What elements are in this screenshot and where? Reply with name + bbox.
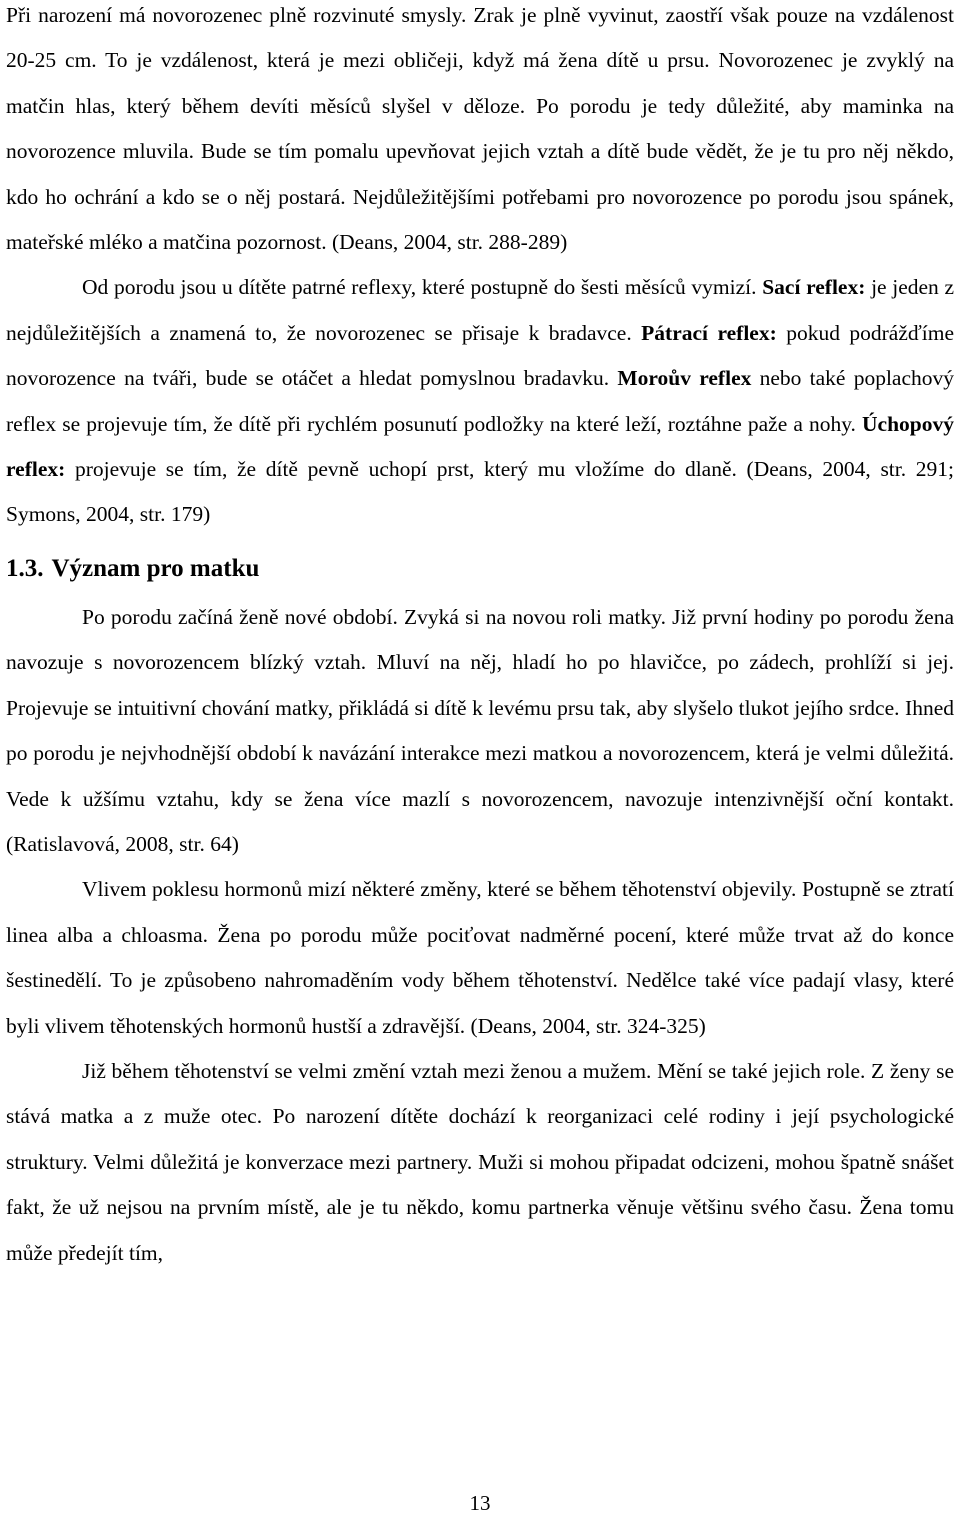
section-heading xyxy=(6,549,954,589)
uchopovy-reflex-text: projevuje se tím, že dítě pevně uchopí prst, který mu vložíme do dlaně. (Deans, 2004, str. 291; Symons, 2004, str. 179) xyxy=(6,457,954,527)
term-saci-reflex: Sací reflex: xyxy=(762,275,866,300)
paragraph-partner-relationship: Již během těhotenství se velmi změní vztah mezi ženou a mužem. Mění se také jejich role. Z ženy se stává matka a z muže otec. Po narození dítěte dochází k reorganizaci celé rodiny i její psychologické struktury. Velmi důležitá je konverzace mezi partnery. Muži si mohou připadat odcizeni, mohou špatně snášet fakt, že už nejsou na prvním místě, ale je tu někdo, komu partnerka věnuje většinu svého času. Žena tomu může předejít tím, xyxy=(6,1058,954,1265)
section-title: Význam pro matku xyxy=(51,554,260,582)
saci-reflex-text: je jeden z nejdůležitějších a znamená to, že novorozenec se přisaje k bradavce. xyxy=(6,275,955,345)
term-uchopovy-reflex: Úchopový reflex: xyxy=(6,411,955,482)
document-page xyxy=(6,0,954,1513)
moro-reflex-text: nebo také poplachový reflex se projevuje tím, že dítě při rychlém posunutí podložky na které leží, roztáhne paže a nohy. xyxy=(6,366,955,436)
paragraph-newborn-senses: Při narození má novorozenec plně rozvinuté smysly. Zrak je plně vyvinut, zaostří však pouze na vzdálenost 20-25 cm. To je vzdálenost, která je mezi obličeji, když má žena dítě u prsu. Novorozenec je zvyklý na matčin hlas, který během devíti měsíců slyšel v děloze. Po porodu je tedy důležité, aby maminka na novorozence mluvila. Bude se tím pomalu upevňovat jejich vztah a dítě bude vědět, že je tu pro něj někdo, kdo ho ochrání a kdo se o něj postará. Nejdůležitějšími potřebami pro novorozence po porodu jsou spánek, mateřské mléko a matčina pozornost. (Deans, 2004, str. 288-289) xyxy=(6,3,954,255)
paragraph-hormone-changes: Vlivem poklesu hormonů mizí některé změny, které se během těhotenství objevily. Postupně se ztratí linea alba a chloasma. Žena po porodu může pociťovat nadměrné pocení, které může trvat až do konce šestinedělí. To je způsobeno nahromaděním vody během těhotenství. Nedělce také více padají vlasy, které byli vlivem těhotenských hormonů hustší a zdravější. (Deans, 2004, str. 324-325) xyxy=(6,877,954,1038)
paragraph-mother-new-role: Po porodu začíná ženě nové období. Zvyká si na novou roli matky. Již první hodiny po porodu žena navozuje s novorozencem blízký vztah. Mluví na něj, hladí ho po hlavičce, po zádech, prohlíží si jej. Projevuje se intuitivní chování matky, přikládá si dítě k levému prsu tak, aby slyšelo tlukot jejího srdce. Ihned po porodu je nejvhodnější období k navázání interakce mezi matkou a novorozencem, která je velmi důležitá. Vede k užšímu vztahu, kdy se žena více mazlí s novorozencem, navozuje intenzivnější oční kontakt.(Ratislavová, 2008, str. 64) xyxy=(6,604,954,856)
section-number: 1.3. xyxy=(6,554,44,582)
page-number: 13 xyxy=(469,1491,491,1515)
paragraph-reflexes xyxy=(6,265,954,537)
reflex-intro: Od porodu jsou u dítěte patrné reflexy, které postupně do šesti měsíců vymizí. xyxy=(82,275,757,300)
patraci-reflex-text: pokud podrážďíme novorozence na tváři, bude se otáčet a hledat pomyslnou bradavku. xyxy=(6,320,955,391)
term-moro-reflex: Moroův reflex xyxy=(617,366,752,391)
term-patraci-reflex: Pátrací reflex: xyxy=(641,320,777,345)
